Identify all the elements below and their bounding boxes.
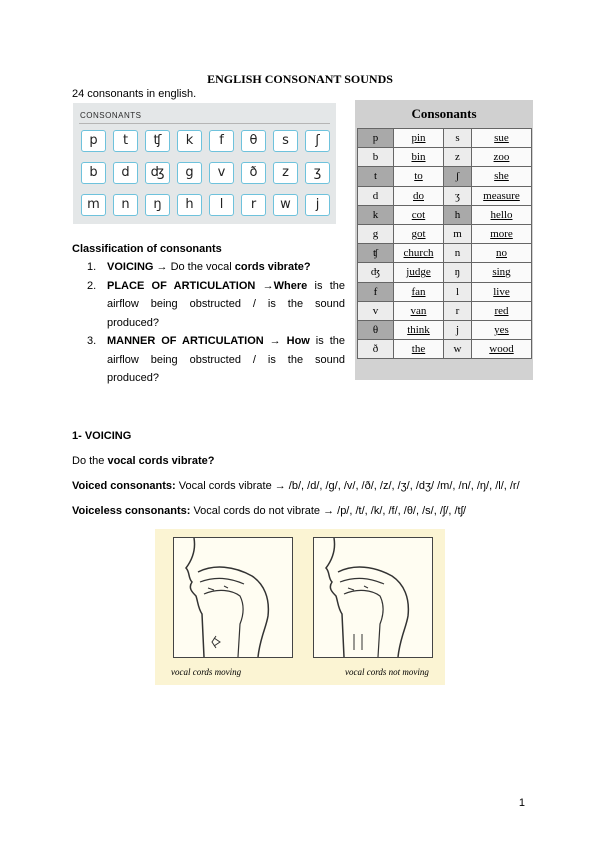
consonant-tile: ʧ	[145, 130, 170, 152]
chart-header-divider	[79, 123, 330, 124]
example-word: pin	[394, 129, 444, 148]
example-word: the	[394, 340, 444, 359]
consonant-tile: h	[177, 194, 202, 216]
phoneme-symbol: ʧ	[358, 244, 394, 263]
voiceless-consonants-line: Voiceless consonants: Vocal cords do not vibrate → /p/, /t/, /k/, /f/, /θ/, /s/, /ʃ/, /tʃ/	[72, 505, 467, 517]
intro-text: 24 consonants in english.	[72, 88, 197, 100]
consonant-tile: t	[113, 130, 138, 152]
consonant-table-grid	[357, 128, 532, 359]
example-word: cot	[394, 205, 444, 224]
consonant-tile: g	[177, 162, 202, 184]
voicing-heading: 1- VOICING	[72, 430, 132, 442]
phoneme-symbol: ʤ	[358, 263, 394, 282]
consonant-tile: f	[209, 130, 234, 152]
phoneme-symbol: v	[358, 301, 394, 320]
phoneme-symbol: j	[444, 320, 472, 339]
left-diagram-caption: vocal cords moving	[171, 667, 242, 677]
consonant-example-table	[355, 100, 533, 380]
consonant-tile: w	[273, 194, 298, 216]
consonant-tile: s	[273, 130, 298, 152]
example-word: church	[394, 244, 444, 263]
consonant-tile: l	[209, 194, 234, 216]
consonant-tile: d	[113, 162, 138, 184]
chart-header: CONSONANTS	[80, 111, 142, 120]
example-word: bin	[394, 148, 444, 167]
phoneme-symbol: ð	[358, 340, 394, 359]
consonant-tile: θ	[241, 130, 266, 152]
example-word: red	[472, 301, 532, 320]
example-word: more	[472, 224, 532, 243]
phoneme-symbol: r	[444, 301, 472, 320]
consonant-tile-chart	[73, 103, 336, 224]
phoneme-symbol: g	[358, 224, 394, 243]
phoneme-symbol: s	[444, 129, 472, 148]
table-row	[358, 282, 532, 301]
example-word: zoo	[472, 148, 532, 167]
voicing-question: Do the vocal cords vibrate?	[72, 455, 215, 467]
phoneme-symbol: b	[358, 148, 394, 167]
consonant-tile: z	[273, 162, 298, 184]
phoneme-symbol: n	[444, 244, 472, 263]
consonant-tile: ŋ	[145, 194, 170, 216]
classification-list	[87, 258, 345, 388]
consonant-tile: ʤ	[145, 162, 170, 184]
table-row	[358, 129, 532, 148]
example-word: no	[472, 244, 532, 263]
phoneme-symbol: d	[358, 186, 394, 205]
consonant-tile: v	[209, 162, 234, 184]
phoneme-symbol: t	[358, 167, 394, 186]
example-word: yes	[472, 320, 532, 339]
list-item: 3. MANNER OF ARTICULATION → How is the airflow being obstructed / is the sound produced?	[87, 335, 345, 384]
phoneme-symbol: p	[358, 129, 394, 148]
example-word: to	[394, 167, 444, 186]
table-row	[358, 205, 532, 224]
table-row	[358, 167, 532, 186]
example-word: judge	[394, 263, 444, 282]
head-profile-icon	[174, 538, 292, 657]
voiced-consonants-line: Voiced consonants: Vocal cords vibrate → /b/, /d/, /g/, /v/, /ð/, /z/, /ʒ/, /dʒ/ /m/, /n/, /ŋ/, /l/, /r/	[72, 480, 520, 492]
consonant-tile: ð	[241, 162, 266, 184]
right-diagram-caption: vocal cords not moving	[345, 667, 429, 677]
head-profile-not-vibrating	[313, 537, 433, 658]
list-item: 1. VOICING → Do the vocal cords vibrate?	[87, 261, 311, 273]
example-word: hello	[472, 205, 532, 224]
phoneme-symbol: ʒ	[444, 186, 472, 205]
table-row	[358, 340, 532, 359]
consonant-tile: b	[81, 162, 106, 184]
phoneme-symbol: z	[444, 148, 472, 167]
classification-heading: Classification of consonants	[72, 243, 222, 255]
phoneme-symbol: m	[444, 224, 472, 243]
page-number: 1	[518, 797, 525, 809]
phoneme-symbol: k	[358, 205, 394, 224]
table-row	[358, 263, 532, 282]
example-word: fan	[394, 282, 444, 301]
table-row	[358, 301, 532, 320]
example-word: live	[472, 282, 532, 301]
page-title: ENGLISH CONSONANT SOUNDS	[207, 72, 393, 86]
consonant-tile: ʃ	[305, 130, 330, 152]
example-word: do	[394, 186, 444, 205]
example-word: wood	[472, 340, 532, 359]
phoneme-symbol: θ	[358, 320, 394, 339]
phoneme-symbol: l	[444, 282, 472, 301]
table-row	[358, 224, 532, 243]
consonant-tile: r	[241, 194, 266, 216]
table-row	[358, 186, 532, 205]
table-header: Consonants	[355, 100, 533, 127]
consonant-tile: j	[305, 194, 330, 216]
consonant-tile: p	[81, 130, 106, 152]
table-row	[358, 320, 532, 339]
example-word: got	[394, 224, 444, 243]
phoneme-symbol: w	[444, 340, 472, 359]
phoneme-symbol: f	[358, 282, 394, 301]
phoneme-symbol: ŋ	[444, 263, 472, 282]
head-profile-icon	[314, 538, 432, 657]
phoneme-symbol: ʃ	[444, 167, 472, 186]
example-word: van	[394, 301, 444, 320]
consonant-tile: n	[113, 194, 138, 216]
consonant-tile: k	[177, 130, 202, 152]
example-word: sing	[472, 263, 532, 282]
example-word: think	[394, 320, 444, 339]
table-row	[358, 244, 532, 263]
head-profile-vibrating	[173, 537, 293, 658]
consonant-tile: m	[81, 194, 106, 216]
example-word: sue	[472, 129, 532, 148]
phoneme-symbol: h	[444, 205, 472, 224]
consonant-tile: ʒ	[305, 162, 330, 184]
list-item: 2. PLACE OF ARTICULATION →Where is the airflow being obstructed / is the sound produced?	[87, 279, 345, 329]
vocal-cords-diagram	[155, 529, 445, 685]
example-word: measure	[472, 186, 532, 205]
table-row	[358, 148, 532, 167]
example-word: she	[472, 167, 532, 186]
